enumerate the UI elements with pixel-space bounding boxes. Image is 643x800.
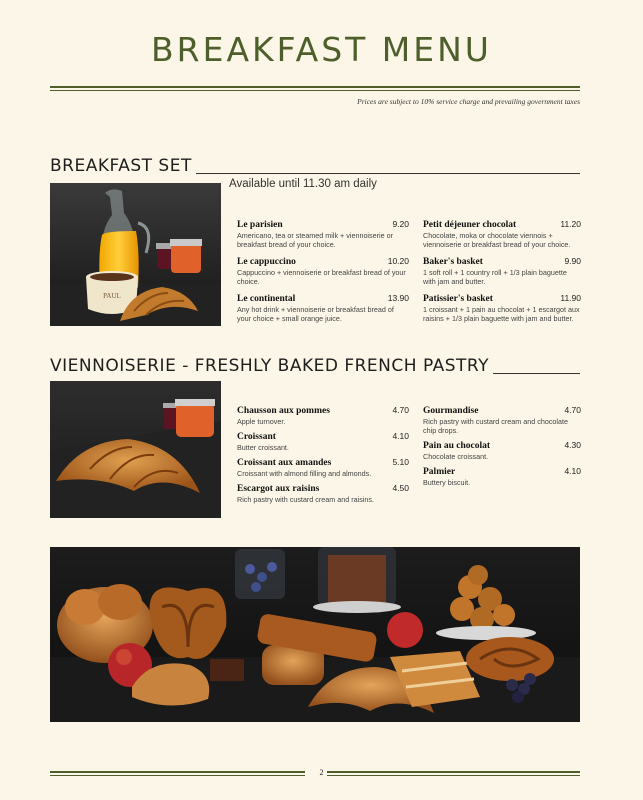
item-name: Croissant aux amandes — [237, 458, 332, 468]
heading-rule — [196, 173, 580, 174]
viennoiserie-left-column — [237, 405, 409, 509]
item-description: Any hot drink + viennoiserie or breakfast bread of your choice + small orange juice. — [237, 305, 394, 323]
item-description: Butter croissant. — [237, 443, 289, 452]
item-price: 9.20 — [392, 219, 409, 229]
item-name: Baker's basket — [423, 257, 483, 267]
item-name: Patissier's basket — [423, 294, 493, 304]
item-price: 10.20 — [387, 256, 409, 266]
item-price: 5.10 — [392, 457, 409, 467]
item-name: Le cappuccino — [237, 257, 296, 267]
availability-text: Available until 11.30 am daily — [229, 178, 377, 190]
menu-item — [237, 256, 409, 286]
item-price: 11.20 — [560, 219, 581, 229]
item-price: 4.70 — [392, 405, 409, 415]
item-description: Apple turnover. — [237, 417, 286, 426]
item-name: Palmier — [423, 467, 456, 477]
item-description: 1 soft roll + 1 country roll + 1/3 plain baguette with jam and butter. — [423, 268, 567, 286]
item-name: Le parisien — [237, 220, 283, 230]
breakfast-set-left-column — [237, 219, 409, 330]
menu-item — [237, 293, 409, 323]
menu-item — [237, 405, 409, 426]
item-description: Americano, tea or steamed milk + viennoiserie or breakfast bread of your choice. — [237, 231, 393, 249]
item-description: Cappuccino + viennoiserie or breakfast bread of your choice. — [237, 268, 406, 286]
viennoiserie-right-column — [423, 405, 581, 492]
heading-rule — [493, 373, 580, 374]
pastry-assortment-photo — [50, 547, 580, 722]
item-name: Gourmandise — [423, 406, 479, 416]
item-price: 4.30 — [564, 440, 581, 450]
menu-item — [237, 219, 409, 249]
page-title: BREAKFAST MENU — [151, 30, 492, 69]
item-description: Chocolate, moka or chocolate viennois + viennoiserie or breakfast bread of your choice. — [423, 231, 571, 249]
price-note: Prices are subject to 10% service charge and prevailing government taxes — [357, 97, 580, 106]
item-description: Rich pastry with custard cream and raisins. — [237, 495, 375, 504]
item-name: Petit déjeuner chocolat — [423, 220, 517, 230]
item-price: 9.90 — [564, 256, 581, 266]
item-price: 13.90 — [387, 293, 409, 303]
item-description: Buttery biscuit. — [423, 478, 471, 487]
item-description: 1 croissant + 1 pain au chocolat + 1 escargot aux raisins + 1/3 plain baguette with jam and butter. — [423, 305, 580, 323]
footer-rule-right — [327, 771, 580, 777]
croissant-photo — [50, 381, 221, 518]
menu-item — [423, 293, 581, 323]
item-price: 11.90 — [560, 293, 581, 303]
breakfast-set-right-column — [423, 219, 581, 330]
menu-item — [237, 457, 409, 478]
item-name: Croissant — [237, 432, 276, 442]
breakfast-set-title: BREAKFAST SET — [50, 156, 192, 176]
breakfast-set-heading — [50, 158, 580, 175]
menu-item — [423, 466, 581, 487]
title-divider — [50, 86, 580, 92]
page-number: 2 — [319, 768, 324, 777]
item-name: Le continental — [237, 294, 296, 304]
menu-item — [423, 256, 581, 286]
breakfast-photo — [50, 183, 221, 326]
item-price: 4.10 — [392, 431, 409, 441]
item-price: 4.50 — [392, 483, 409, 493]
item-name: Escargot aux raisins — [237, 484, 320, 494]
menu-item — [423, 219, 581, 249]
menu-item — [237, 431, 409, 452]
item-price: 4.70 — [564, 405, 581, 415]
item-description: Rich pastry with custard cream and chocolate chip drops. — [423, 417, 569, 435]
viennoiserie-title: VIENNOISERIE - FRESHLY BAKED FRENCH PASTRY — [50, 356, 490, 376]
item-price: 4.10 — [564, 466, 581, 476]
item-description: Chocolate croissant. — [423, 452, 489, 461]
menu-item — [423, 405, 581, 435]
menu-item — [423, 440, 581, 461]
menu-item — [237, 483, 409, 504]
item-name: Pain au chocolat — [423, 441, 491, 451]
viennoiserie-heading — [50, 358, 580, 375]
item-name: Chausson aux pommes — [237, 406, 330, 416]
cup-logo-text: PAUL — [103, 292, 121, 300]
item-description: Croissant with almond filling and almonds. — [237, 469, 372, 478]
